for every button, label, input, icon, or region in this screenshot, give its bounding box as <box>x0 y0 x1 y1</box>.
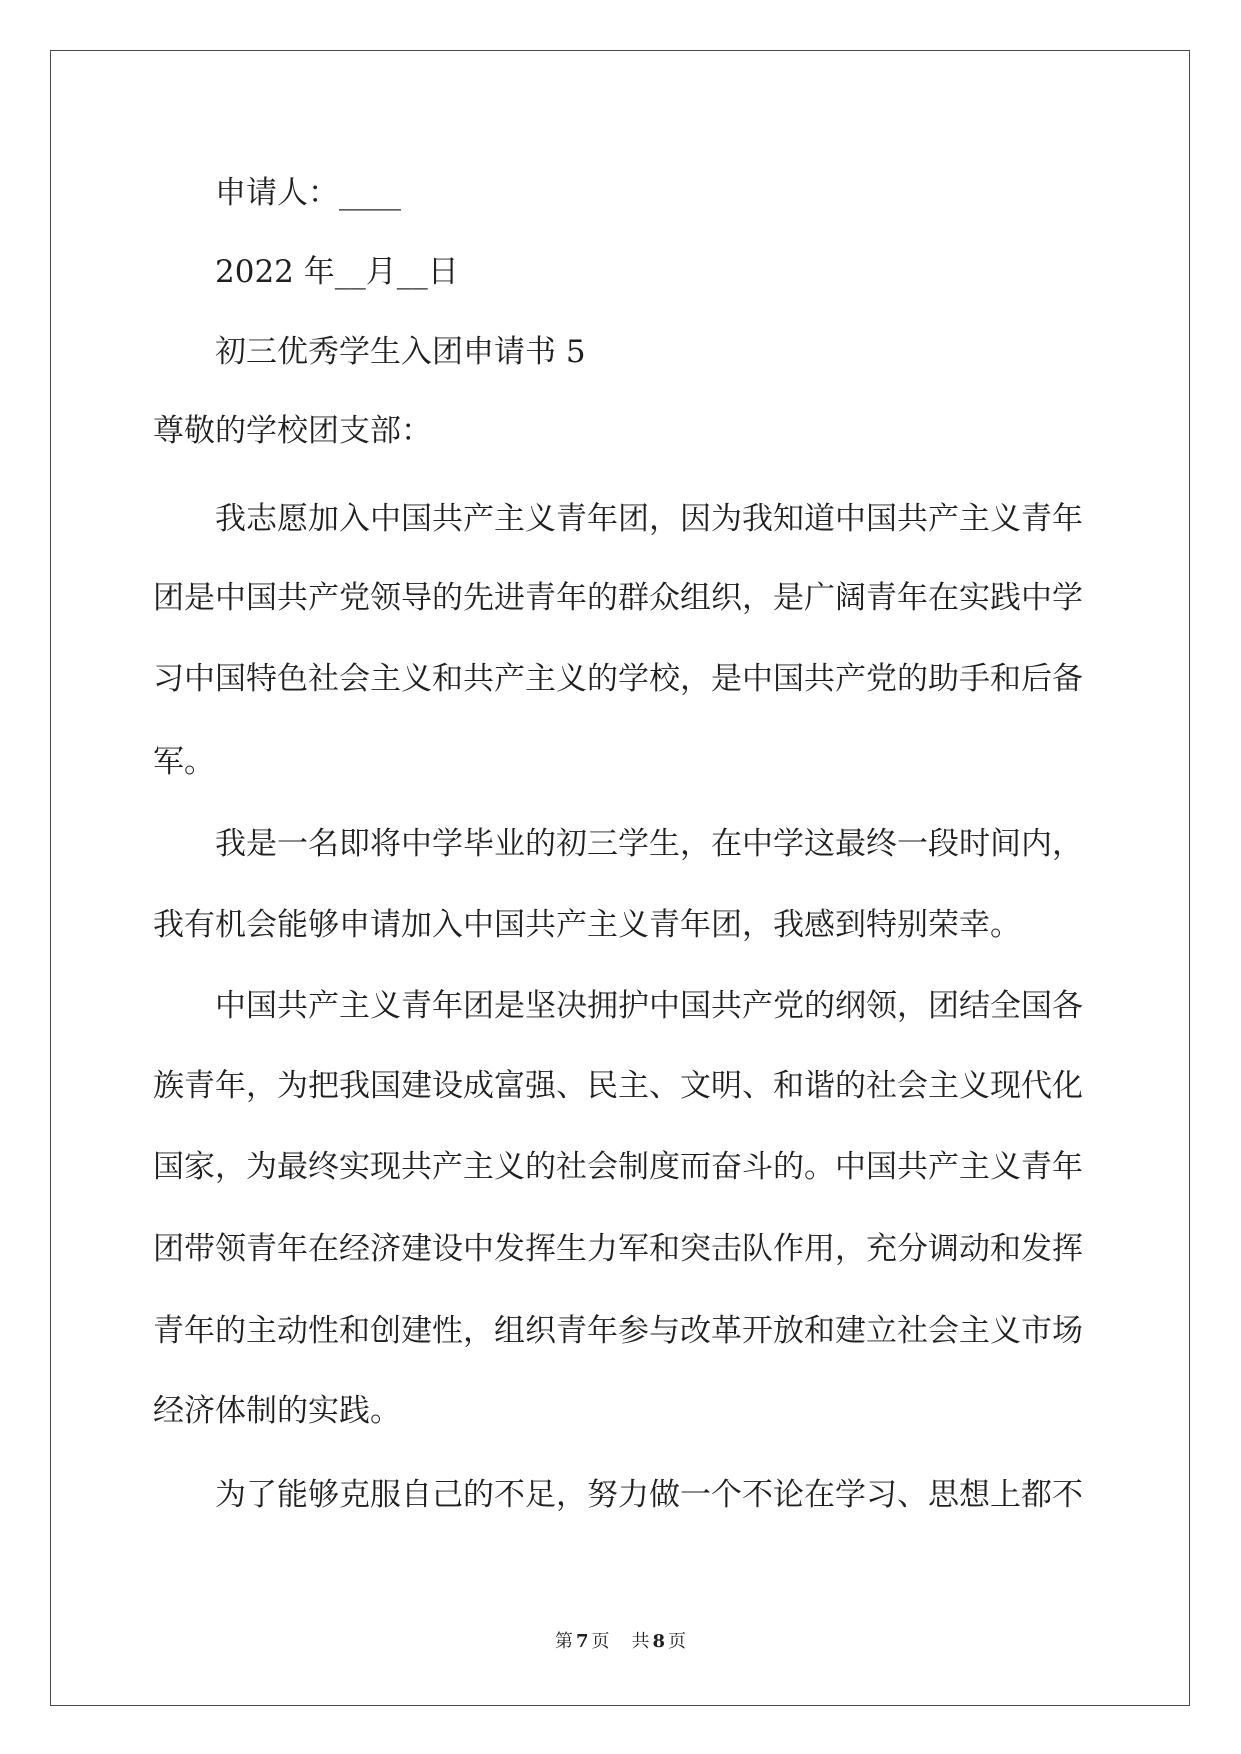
footer-current-prefix: 第 <box>554 1631 573 1652</box>
date-line: 2022 年__月__日 <box>215 254 459 290</box>
paragraph-1-line-4: 军。 <box>153 744 215 780</box>
paragraph-3-line-1: 中国共产主义青年团是坚决拥护中国共产党的纲领，团结全国各 <box>215 988 1083 1024</box>
paragraph-4-line-1: 为了能够克服自己的不足，努力做一个不论在学习、思想上都不 <box>215 1477 1083 1513</box>
page-footer <box>0 1630 1241 1654</box>
page-border <box>50 50 1190 1706</box>
footer-total-suffix: 页 <box>668 1631 687 1652</box>
footer-total-pages: 8 <box>652 1631 666 1652</box>
paragraph-1-line-3: 习中国特色社会主义和共产主义的学校，是中国共产党的助手和后备 <box>153 661 1083 697</box>
signature-line: 申请人：____ <box>215 175 401 211</box>
footer-total-prefix: 共 <box>631 1631 650 1652</box>
salutation: 尊敬的学校团支部： <box>153 413 432 449</box>
document-title: 初三优秀学生入团申请书 5 <box>215 334 586 370</box>
paragraph-1-line-1: 我志愿加入中国共产主义青年团，因为我知道中国共产主义青年 <box>215 501 1083 537</box>
paragraph-3-line-5: 青年的主动性和创建性，组织青年参与改革开放和建立社会主义市场 <box>153 1313 1083 1349</box>
paragraph-3-line-4: 团带领青年在经济建设中发挥生力军和突击队作用，充分调动和发挥 <box>153 1231 1083 1267</box>
footer-current-page: 7 <box>575 1631 589 1652</box>
footer-current-suffix: 页 <box>591 1631 610 1652</box>
paragraph-1-line-2: 团是中国共产党领导的先进青年的群众组织，是广阔青年在实践中学 <box>153 580 1083 616</box>
paragraph-2-line-2: 我有机会能够申请加入中国共产主义青年团，我感到特别荣幸。 <box>153 907 1021 943</box>
paragraph-3-line-6: 经济体制的实践。 <box>153 1393 401 1429</box>
paragraph-3-line-3: 国家，为最终实现共产主义的社会制度而奋斗的。中国共产主义青年 <box>153 1149 1083 1185</box>
paragraph-3-line-2: 族青年，为把我国建设成富强、民主、文明、和谐的社会主义现代化 <box>153 1068 1083 1104</box>
paragraph-2-line-1: 我是一名即将中学毕业的初三学生，在中学这最终一段时间内， <box>215 826 1083 862</box>
